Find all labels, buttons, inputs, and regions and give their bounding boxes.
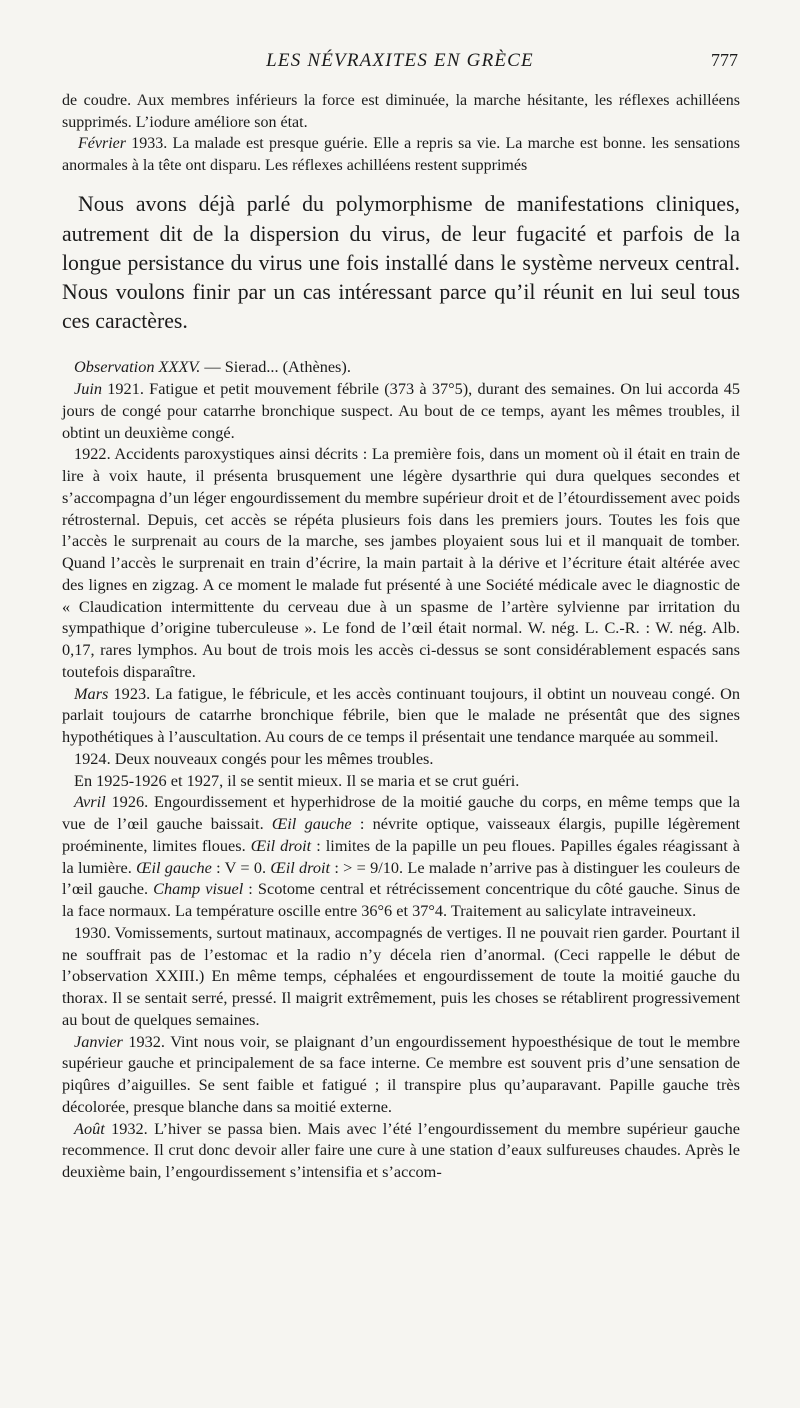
- avril-text-b: : névrite optique, vaisseaux élargis, pupille légèrement proéminente, limites floues.: [62, 814, 741, 855]
- avril-oeil-gauche-2: Œil gauche: [136, 857, 212, 877]
- observation-title: Observation XXXV.: [74, 357, 201, 377]
- avril-champ-visuel: Champ visuel: [153, 879, 244, 899]
- avril-oeil-gauche: Œil gauche: [271, 814, 352, 834]
- p1925-paragraph: En 1925-1926 et 1927, il se sentit mieux. Il se maria et se crut guéri.: [74, 770, 520, 790]
- fevrier-text: 1933. La malade est presque guérie. Elle a repris sa vie. La marche est bonne. les sensations anormales à la tête ont disparu. Les réflexes achilléens restent supprimés: [62, 135, 740, 174]
- summary-section: [62, 190, 740, 336]
- avril-paragraph: [62, 791, 740, 922]
- avril-oeil-droit-2: Œil droit: [270, 857, 331, 877]
- janvier-text: 1932. Vint nous voir, se plaignant d’un engourdissement hypoesthésique de tout le membre supérieur gauche et principalement de sa face interne. Ce membre est souvent pris d’une sensation de piqûres d’aiguilles. Se sent faible et fatigué ; il transpire plus qu’auparavant. Papille gauche très décolorée, presque blanche dans sa moitié externe.: [62, 1031, 740, 1116]
- p1922-paragraph: 1922. Accidents paroxystiques ainsi décrits : La première fois, dans un moment où il était en train de lire à voix haute, il présenta brusquement une légère dysarthrie qui dura quelques secondes et s’accompagna d’un léger engourdissement du membre supérieur droit et de l’étourdissement avec poids rétrosternal. Depuis, cet accès se répéta plusieurs fois dans les premiers jours. Toutes les fois que l’accès le surprenait au cours de la marche, ses jambes ployaient sous lui et il manquait de tomber. Quand l’accès le surprenait en train d’écrire, la main partait à la dérive et l’écriture était altérée avec des lignes en zigzag. A ce moment le malade fut présenté à une Société médicale avec le diagnostic de « Claudication intermittente du cerveau due à un spasme de l’artère sylvienne par irritation du sympathique d’origine tuberculeuse ». Le fond de l’œil était normal. W. nég. L. C.-R. : W. nég. Alb. 0,17, rares lymphos. Au bout de trois mois les accès ci-dessus se sont considérablement espacés sans toutefois disparaître.: [62, 444, 740, 681]
- janvier-paragraph: [62, 1031, 740, 1118]
- observation-heading: [62, 356, 740, 378]
- running-title: LES NÉVRAXITES EN GRÈCE: [266, 50, 534, 71]
- avril-text-f: : Scotome central et rétrécissement concentrique du côté gauche. Sinus de la face normaux. La température oscille entre 36°6 et 37°4. Traitement au salicylate intraveineux.: [62, 879, 740, 921]
- avril-date: Avril: [74, 792, 106, 812]
- avril-text-d: : V = 0.: [211, 857, 271, 877]
- avril-text-e: : > = 9/10. Le malade n’arrive pas à distinguer les couleurs de l’œil gauche.: [62, 857, 741, 899]
- intro-section: [62, 90, 740, 176]
- observation-section: [62, 356, 740, 1183]
- avril-oeil-droit: Œil droit: [250, 835, 312, 855]
- observation-patient: — Sierad... (Athènes).: [200, 357, 351, 377]
- running-header: [0, 50, 800, 80]
- mars-text: 1923. La fatigue, le fébricule, et les accès continuant toujours, il obtint un nouveau congé. On parlait toujours de catarrhe bronchique fébrile, bien que le malade ne présentât que des signes hypothétiques à l’auscultation. Au cours de ce temps il présentait une tendance marquée au sommeil.: [62, 683, 740, 747]
- avril-text-c: : limites de la papille un peu floues. Papilles égales réagissant à la lumière.: [62, 835, 740, 877]
- mars-paragraph: [62, 683, 740, 748]
- juin-paragraph: [62, 378, 740, 443]
- mars-date: Mars: [74, 683, 109, 703]
- juin-date: Juin: [74, 379, 103, 399]
- intro-text: de coudre. Aux membres inférieurs la force est diminuée, la marche hésitante, les réflexes achilléens supprimés. L’iodure améliore son état.: [62, 92, 740, 131]
- p1930-paragraph: 1930. Vomissements, surtout matinaux, accompagnés de vertiges. Il ne pouvait rien garder. Pourtant il ne souffrait pas de l’estomac et la radio n’y décela rien d’anormal. (Ceci rappelle le début de l’observation XXIII.) En même temps, céphalées et engourdissement de toute la moitié gauche du thorax. Il se sentait serré, pressé. Il maigrit extrêmement, puis les choses se rétablirent progressivement au bout de quelques semaines.: [62, 922, 740, 1029]
- janvier-date: Janvier: [74, 1031, 123, 1051]
- aout-text: 1932. L’hiver se passa bien. Mais avec l’été l’engourdissement du membre supérieur gauche recommence. Il crut donc devoir aller faire une cure à une station d’eaux sulfureuses chaudes. Après le deuxième bain, l’engourdissement s’intensifia et s’accom-: [62, 1118, 740, 1182]
- juin-text: 1921. Fatigue et petit mouvement fébrile (373 à 37°5), durant des semaines. On lui accorda 45 jours de congé pour catarrhe bronchique suspect. Au bout de ce temps, ayant les mêmes troubles, il obtint un deuxième congé.: [62, 379, 740, 442]
- p1924-paragraph: 1924. Deux nouveaux congés pour les mêmes troubles.: [74, 748, 434, 768]
- avril-text-a: 1926. Engourdissement et hyperhidrose de la moitié gauche du corps, en même temps que la vue de l’œil gauche baissait.: [62, 792, 740, 834]
- fevrier-date: Février: [78, 135, 126, 153]
- fevrier-paragraph: [62, 133, 740, 176]
- body-text: [62, 90, 740, 1183]
- intro-paragraph: [62, 90, 740, 133]
- page-number: 777: [711, 50, 738, 70]
- aout-date: Août: [74, 1118, 105, 1138]
- aout-paragraph: [62, 1118, 740, 1183]
- summary-paragraph: Nous avons déjà parlé du polymorphisme de manifestations cliniques, autrement dit de la dispersion du virus, de leur fugacité et parfois de la longue persistance du virus une fois installé dans le système nerveux central. Nous voulons finir par un cas intéressant parce qu’il réunit en lui seul tous ces caractères.: [62, 192, 740, 334]
